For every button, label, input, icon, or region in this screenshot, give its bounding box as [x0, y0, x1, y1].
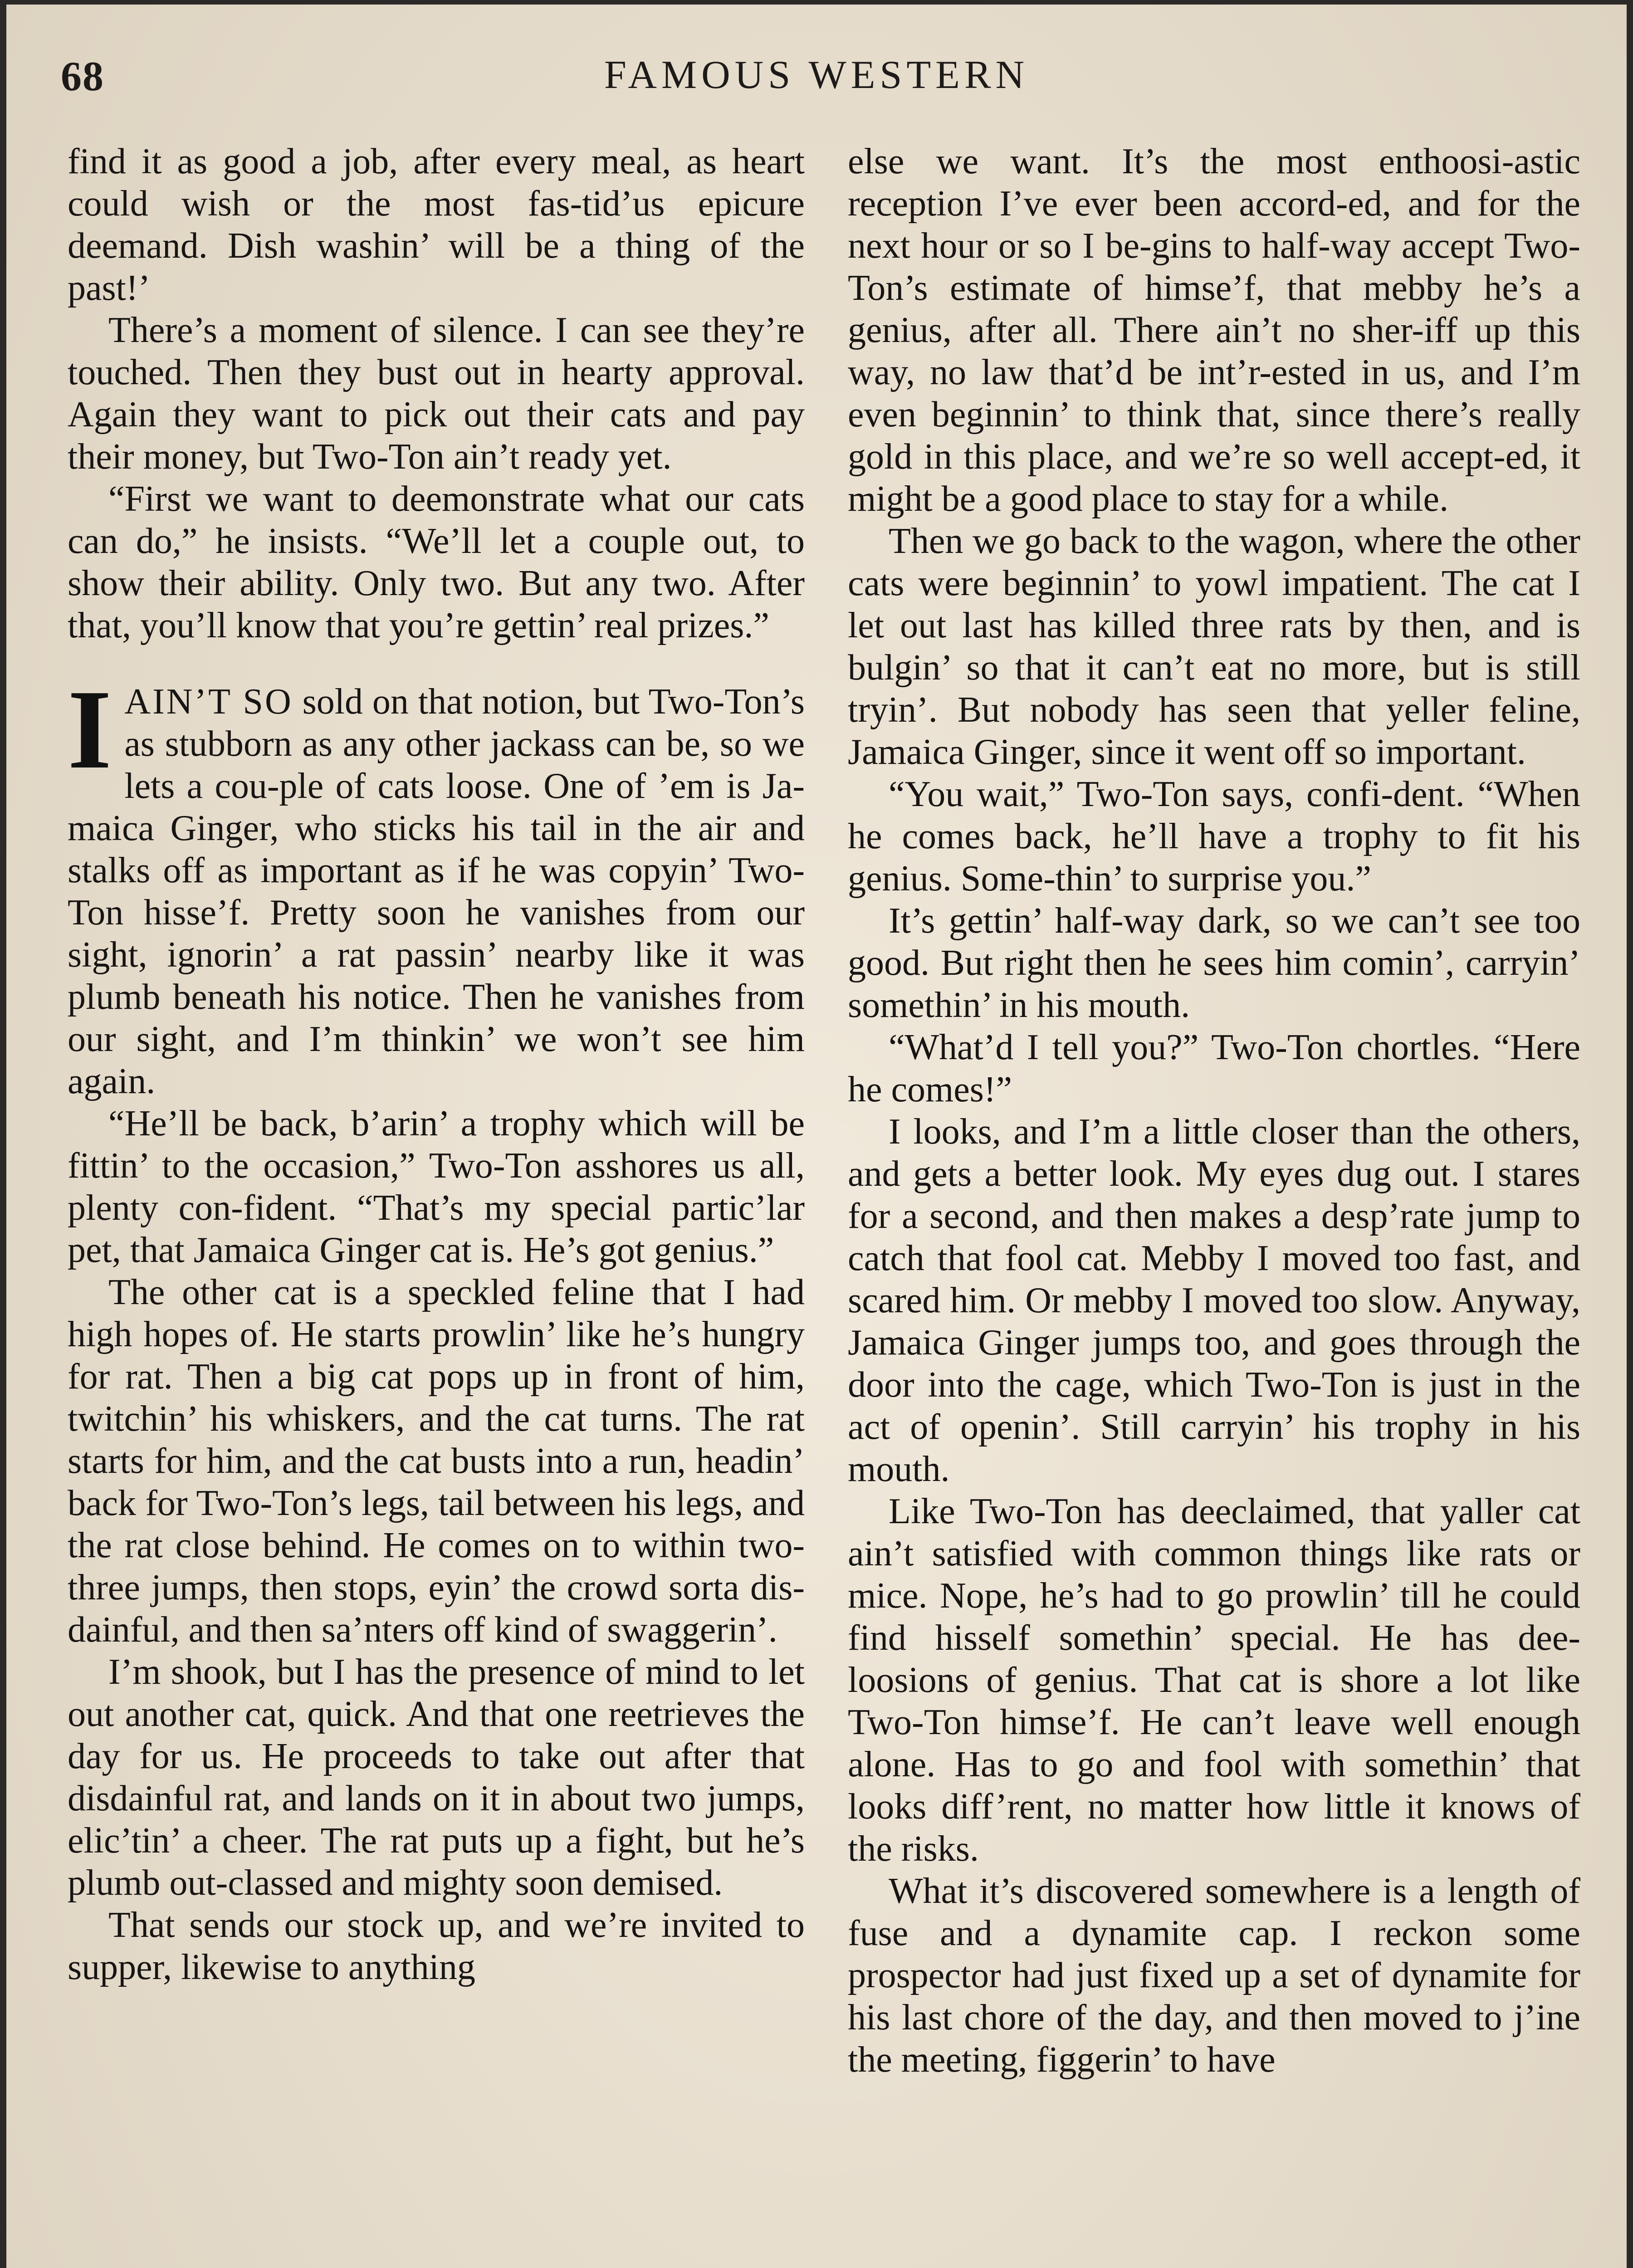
- drop-cap: I: [68, 667, 112, 792]
- paragraph: “What’d I tell you?” Two-Ton chortles. “Here he comes!”: [848, 1027, 1580, 1110]
- section-opening-paragraph: [68, 667, 805, 1103]
- paragraph-text: sold on that notion, but Two-Ton’s as stubborn as any other jackass can be, so we lets a cou-ple of cats loose. One of ’em is Ja-maica Ginger, who sticks his tail in the air and stalks off as important as if he was copyin’ Two-Ton hisse’f. Pretty soon he vanishes from our sight, ignorin’ a rat passin’ nearby like it was plumb beneath his notice. Then he vanishes from our sight, and I’m thinkin’ we won’t see him again.: [68, 682, 805, 1101]
- left-column: [68, 141, 805, 2268]
- page-number: 68: [61, 53, 104, 99]
- running-title: FAMOUS WESTERN: [604, 53, 1029, 97]
- paragraph: I looks, and I’m a little closer than the others, and gets a better look. My eyes dug out. I stares for a second, and then makes a desp’rate jump to catch that fool cat. Mebby I moved too fast, and scared him. Or mebby I moved too slow. Anyway, Jamaica Ginger jumps too, and goes through the door into the cage, which Two-Ton is just in the act of openin’. Still carryin’ his trophy in his mouth.: [848, 1112, 1580, 1489]
- paragraph: It’s gettin’ half-way dark, so we can’t see too good. But right then he sees him comin’, carryin’ somethin’ in his mouth.: [848, 901, 1580, 1025]
- paragraph: find it as good a job, after every meal, as heart could wish or the most fas-tid’us epicure deemand. Dish washin’ will be a thing of the past!’: [68, 142, 805, 308]
- page-header: [6, 5, 1627, 111]
- paragraph: There’s a moment of silence. I can see they’re touched. Then they bust out in hearty approval. Again they want to pick out their cats and pay their money, but Two-Ton ain’t ready yet.: [68, 310, 805, 477]
- paragraph: That sends our stock up, and we’re invited to supper, likewise to anything: [68, 1905, 805, 1987]
- paragraph: “You wait,” Two-Ton says, confi-dent. “When he comes back, he’ll have a trophy to fit his genius. Some-thin’ to surprise you.”: [848, 774, 1580, 899]
- paragraph: “First we want to deemonstrate what our cats can do,” he insists. “We’ll let a couple out, to show their ability. Only two. But any two. After that, you’ll know that you’re gettin’ real prizes.”: [68, 479, 805, 645]
- paragraph: What it’s discovered somewhere is a length of fuse and a dynamite cap. I reckon some prospector had just fixed up a set of dynamite for his last chore of the day, and then moved to j’ine the meeting, figgerin’ to have: [848, 1871, 1580, 2080]
- paragraph: “He’ll be back, b’arin’ a trophy which will be fittin’ to the occasion,” Two-Ton asshores us all, plenty con-fident. “That’s my special partic’lar pet, that Jamaica Ginger cat is. He’s got genius.”: [68, 1104, 805, 1270]
- paragraph: The other cat is a speckled feline that I had high hopes of. He starts prowlin’ like he’s hungry for rat. Then a big cat pops up in front of him, twitchin’ his whiskers, and the cat turns. The rat starts for him, and the cat busts into a run, headin’ back for Two-Ton’s legs, tail between his legs, and the rat close behind. He comes on to within two-three jumps, then stops, eyin’ the crowd sorta dis-dainful, and then sa’nters off kind of swaggerin’.: [68, 1272, 805, 1650]
- paragraph: I’m shook, but I has the presence of mind to let out another cat, quick. And that one reetrieves the day for us. He proceeds to take out after that disdainful rat, and lands on it in about two jumps, elic’tin’ a cheer. The rat puts up a fight, but he’s plumb out-classed and mighty soon demised.: [68, 1652, 805, 1903]
- paragraph: else we want. It’s the most enthoosi-astic reception I’ve ever been accord-ed, and for the next hour or so I be-gins to half-way accept Two-Ton’s estimate of himse’f, that mebby he’s a genius, after all. There ain’t no sher-iff up this way, no law that’d be int’r-ested in us, and I’m even beginnin’ to think that, since there’s really gold in this place, and we’re so well accept-ed, it might be a good place to stay for a while.: [848, 142, 1580, 519]
- magazine-page: [6, 5, 1627, 2268]
- paragraph: Then we go back to the wagon, where the other cats were beginnin’ to yowl impatient. The cat I let out last has killed three rats by then, and is bulgin’ so that it can’t eat no more, but is still tryin’. But nobody has seen that yeller feline, Jamaica Ginger, since it went off so important.: [848, 521, 1580, 772]
- paragraph: Like Two-Ton has deeclaimed, that yaller cat ain’t satisfied with common things like rats or mice. Nope, he’s had to go prowlin’ till he could find hisself somethin’ special. He has dee-loosions of genius. That cat is shore a lot like Two-Ton himse’f. He can’t leave well enough alone. Has to go and fool with somethin’ that looks diff’rent, no matter how little it knows of the risks.: [848, 1491, 1580, 1869]
- right-column: [848, 141, 1580, 2268]
- small-caps-lead: AIN’T SO: [124, 682, 293, 722]
